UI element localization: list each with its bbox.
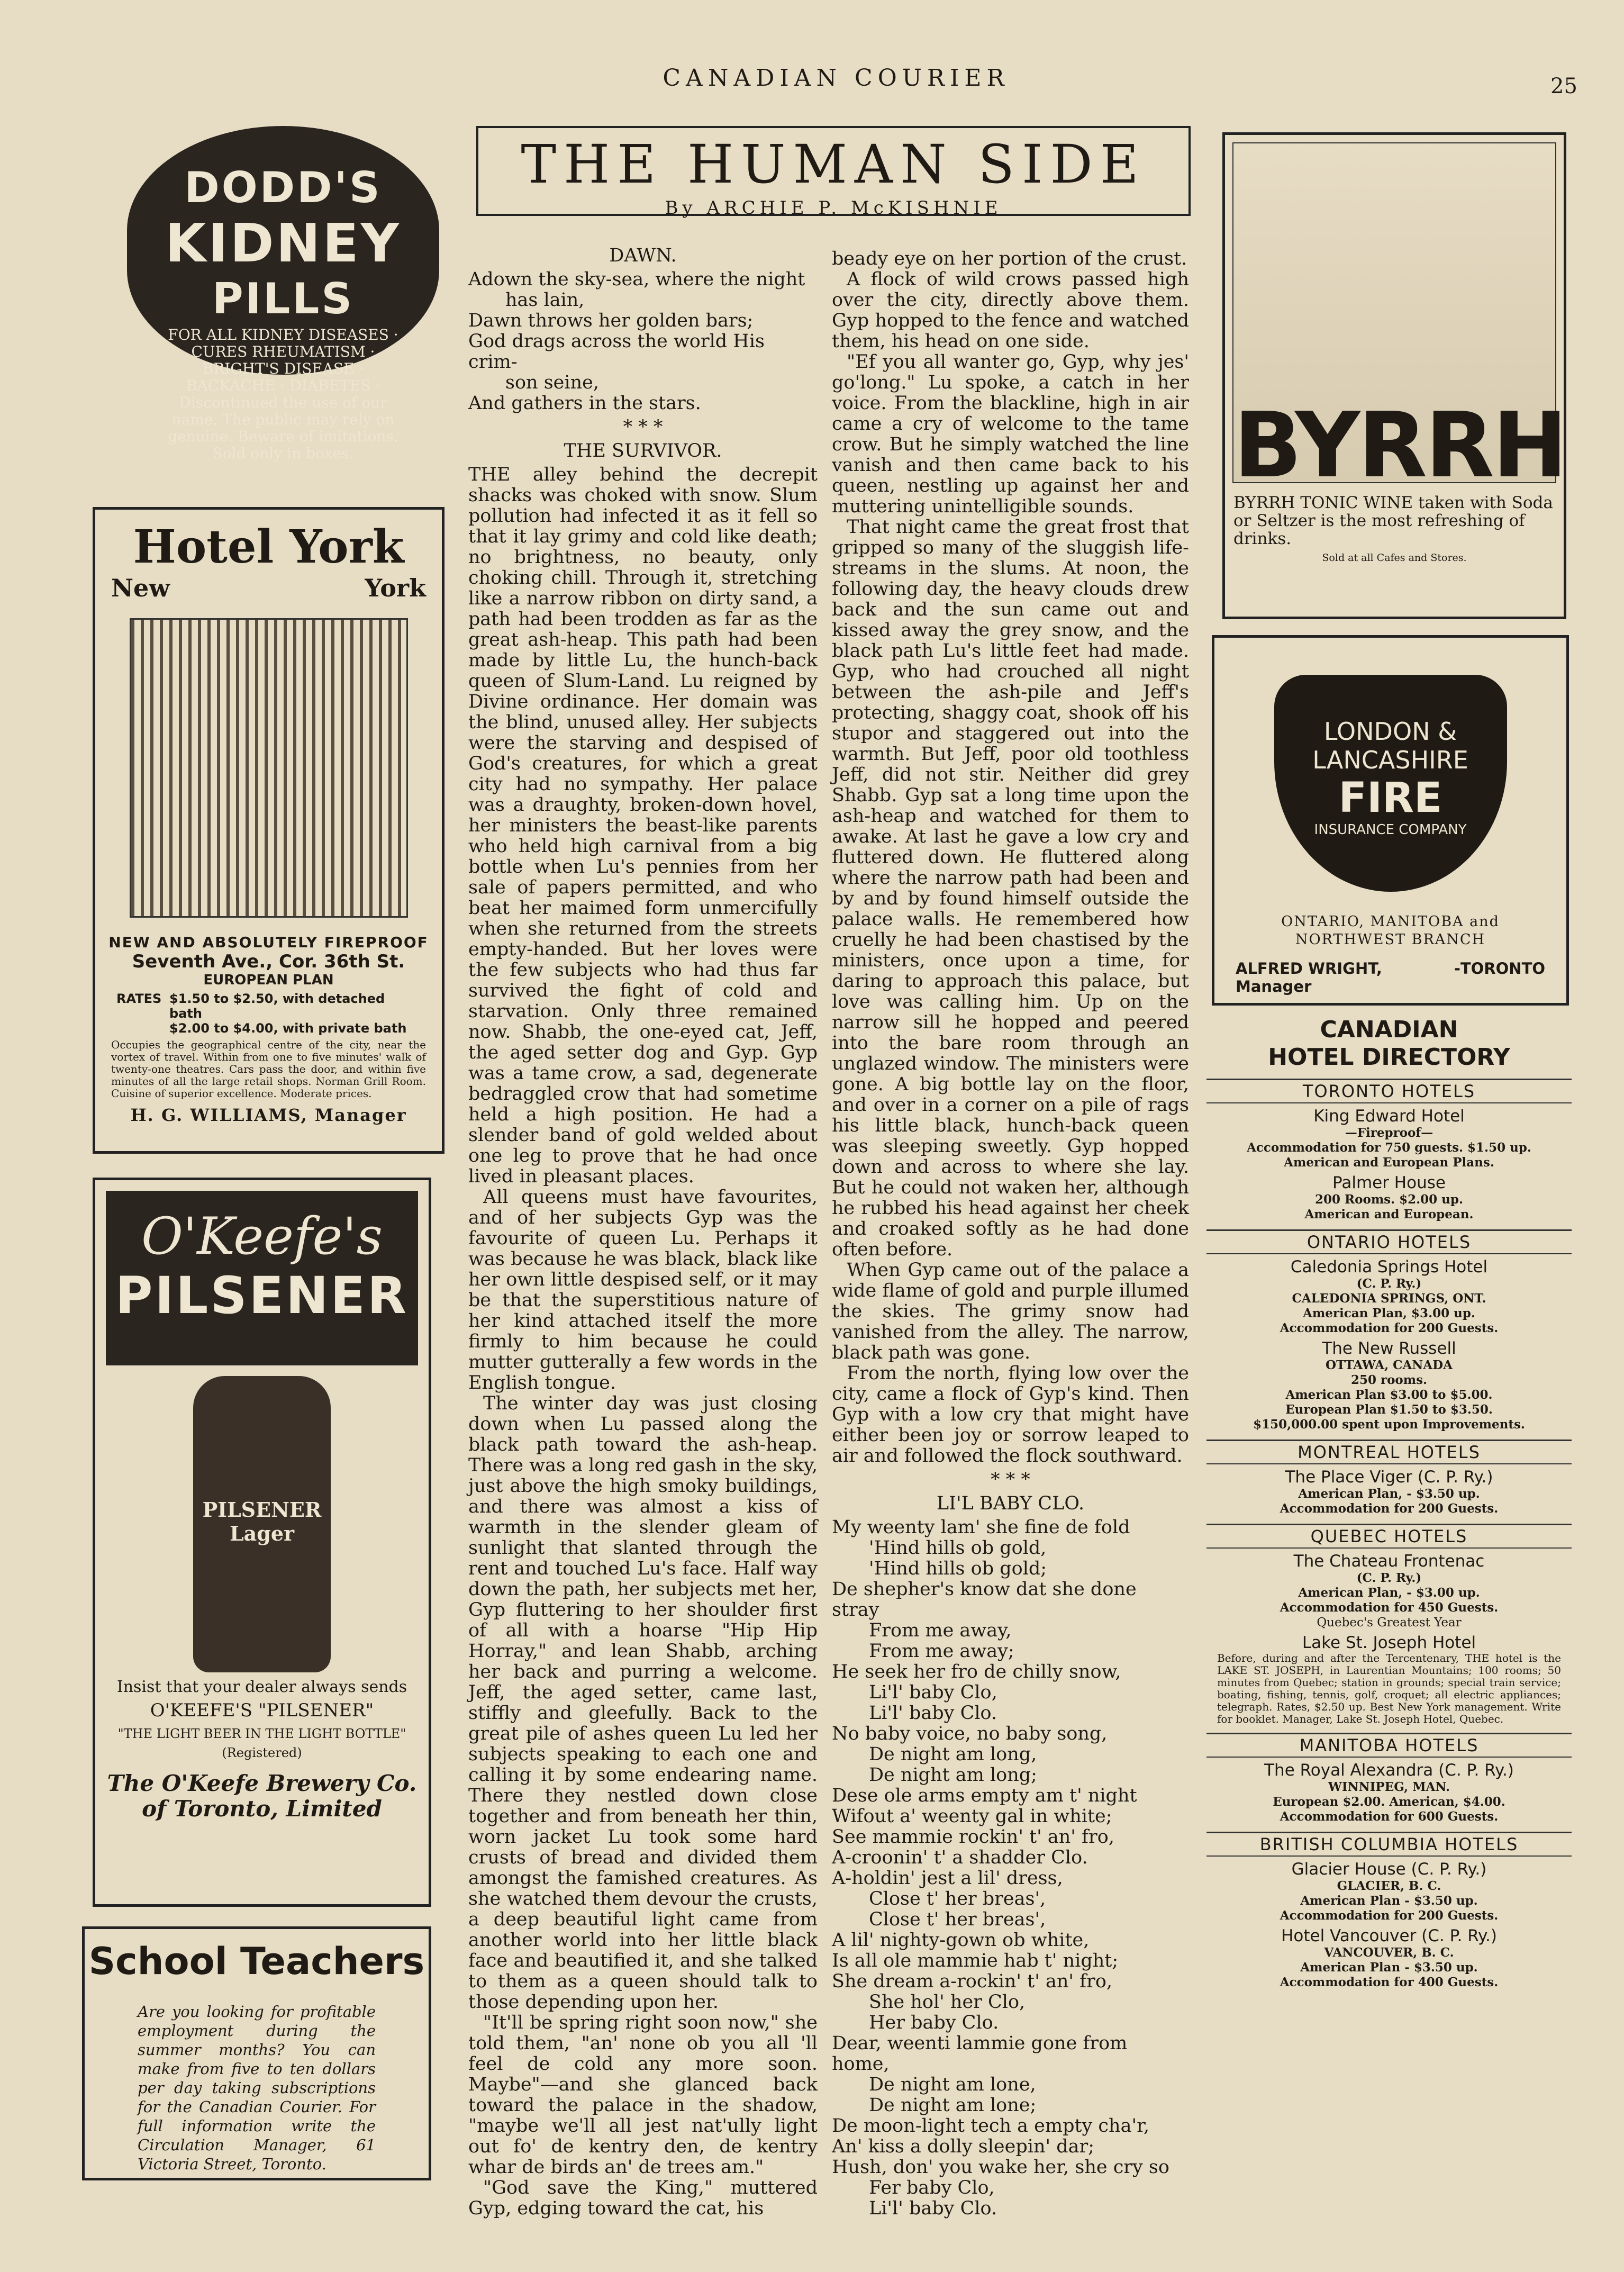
shield-fire: FIRE xyxy=(1338,774,1442,822)
article-byline: By ARCHIE P. McKISHNIE xyxy=(665,197,1002,219)
paragraph: "God save the King," muttered Gyp, edging toward the cat, his xyxy=(468,2177,818,2219)
okeefe-company-l1: The O'Keefe Brewery Co. xyxy=(107,1770,417,1796)
hotel-york-manager: H. G. WILLIAMS, Manager xyxy=(130,1105,407,1125)
dawn-poem xyxy=(468,269,818,414)
poem-line: She dream a-rockin' t' an' fro, xyxy=(832,1971,1113,1992)
school-teachers-ad xyxy=(82,1926,431,2180)
masthead: CANADIAN COURIER xyxy=(663,65,1010,92)
paragraph: All queens must have favourites, and of her subjects Gyp was the favourite of queen Lu. Perhaps it was because he was black, black like her own little despised self, or it may be that the superstitious nature of her kind attached itself the more firmly to him because he could mutter gutterally a few words in the English tongue. xyxy=(468,1187,818,1393)
poem-line: Wifout a' weenty gal in white; xyxy=(832,1806,1112,1827)
hotel-york-name: Hotel York xyxy=(133,520,404,574)
shield-emblem xyxy=(1274,675,1507,892)
hotel-york-york: York xyxy=(365,574,426,602)
okeefe-l3: "THE LIGHT BEER IN THE LIGHT BOTTLE" xyxy=(117,1726,406,1741)
teachers-body: Are you looking for profitable employment during the summer months? You can make from five to ten dollars per day taking subscriptions for the Canadian Courier. For full information write the Circulation Manager, 61 Victoria Street, Toronto. xyxy=(138,2003,376,2173)
hotel-york-description: Occupies the geographical centre of the city, near the vortex of travel. Within from one to five minutes' walk of twenty-one theatres. Cars pass the door, and within five minutes of all the large retail shops. Norman Grill Room. Cuisine of superior excellence. Moderate prices. xyxy=(111,1038,426,1100)
byrrh-small: Sold at all Cafes and Stores. xyxy=(1322,552,1467,564)
okeefe-l1: Insist that your dealer always sends xyxy=(116,1678,407,1696)
poem-line: See mammie rockin' t' an' fro, xyxy=(832,1826,1114,1848)
paragraph: "Ef you all wanter go, Gyp, why jes' go'long." Lu spoke, a catch in her voice. From the blackline, high in air came a cry of welcome to the tame crow. But he simply watched the line vanish and then came back to his queen, nestling up against her and muttering unintelligible sounds. xyxy=(832,351,1189,517)
poem-line: Fer baby Clo, xyxy=(869,2177,995,2198)
london-lancashire-ad xyxy=(1212,635,1569,1006)
hotel-york-new: New xyxy=(111,574,170,602)
hotel-detail: 250 rooms. xyxy=(1350,1373,1428,1387)
poem-line: Li'l' baby Clo. xyxy=(869,1703,997,1724)
hotel-detail: American Plan, - $3.50 up. xyxy=(1298,1487,1480,1501)
poem-line: From me away, xyxy=(869,1620,1012,1641)
hotel-name: Hotel Vancouver (C. P. Ry.) xyxy=(1281,1926,1497,1945)
directory-section-header: ONTARIO HOTELS xyxy=(1206,1229,1572,1254)
dodds-line: PILLS xyxy=(212,274,354,323)
poem-line: Close t' her breas', xyxy=(869,1888,1046,1909)
building-illustration xyxy=(130,618,408,918)
poem-line: He seek her fro de chilly snow, xyxy=(832,1661,1121,1682)
hotel-detail: American Plan, $3.00 up. xyxy=(1303,1306,1475,1320)
hotel-detail: American Plan - $3.50 up. xyxy=(1300,1894,1478,1908)
hotel-detail: Accommodation for 200 Guests. xyxy=(1280,1501,1499,1516)
rate-line: $2.00 to $4.00, with private bath xyxy=(169,1021,407,1036)
dawn-line: has lain, xyxy=(505,289,585,311)
teachers-title: School Teachers xyxy=(88,1940,425,1983)
hotel-detail: American Plan $3.00 to $5.00. xyxy=(1285,1388,1493,1402)
manager-city: TORONTO xyxy=(1460,960,1545,977)
hotel-york-t3: EUROPEAN PLAN xyxy=(203,972,334,988)
article-column-2 xyxy=(832,249,1189,2219)
hotel-detail: American and European. xyxy=(1304,1207,1474,1221)
okeefe-company xyxy=(95,1771,429,1822)
okeefe-banner xyxy=(106,1191,418,1365)
dawn-line: God drags across the world His crim- xyxy=(468,331,765,373)
shield-l1: LONDON & xyxy=(1323,717,1457,746)
dodds-line: DODD'S xyxy=(184,163,382,212)
hotel-name: King Edward Hotel xyxy=(1313,1107,1465,1126)
directory-section-header: BRITISH COLUMBIA HOTELS xyxy=(1206,1832,1572,1857)
directory-sections xyxy=(1206,1079,1572,1990)
poem-line: De shepher's know dat she done stray xyxy=(832,1579,1137,1621)
dodds-kidney-pills-ad xyxy=(127,126,439,462)
separator: * * * xyxy=(991,1469,1030,1490)
article-title-box xyxy=(476,126,1191,219)
poem-line: Dear, weenti lammie gone from home, xyxy=(832,2033,1128,2075)
hotel-detail: European Plan $1.50 to $3.50. xyxy=(1285,1402,1493,1417)
lil-title: LI'L BABY CLO. xyxy=(936,1493,1085,1514)
poem-line: A-holdin' jest a lil' dress, xyxy=(832,1868,1063,1889)
okeefe-company-l2: of Toronto, Limited xyxy=(142,1796,382,1822)
shield-l2: LANCASHIRE xyxy=(1312,746,1468,774)
hotel-york-t2: Seventh Ave., Cor. 36th St. xyxy=(132,951,405,972)
hotel-detail: 200 Rooms. $2.00 up. xyxy=(1315,1192,1463,1207)
article-title: THE HUMAN SIDE xyxy=(521,133,1146,195)
article-column-1 xyxy=(468,242,818,2219)
hotel-york-city xyxy=(95,574,442,602)
poem-line: De night am long; xyxy=(869,1764,1037,1786)
hotel-detail: Accommodation for 600 Guests. xyxy=(1280,1809,1499,1824)
okeefe-script: O'Keefe's xyxy=(141,1207,383,1266)
dodds-line: KIDNEY xyxy=(165,212,402,274)
paragraph: From the north, flying low over the city, came a flock of Gyp's kind. Then Gyp with a low cry that might have either been joy or sorrow leaped to air and followed the flock southward. xyxy=(832,1363,1189,1467)
dodds-small: FOR ALL KIDNEY DISEASES · CURES RHEUMATISM · BRIGHT'S DISEASE · BACKACHE · DIABETES · Discontinued the use of our name. The public may rely on genuine. Beware of imitations. Sold only in boxes. xyxy=(168,326,398,462)
hotel-detail: CALEDONIA SPRINGS, ONT. xyxy=(1292,1291,1486,1306)
hotel-detail: European $2.00. American, $4.00. xyxy=(1273,1795,1505,1809)
paragraph: "It'll be spring right soon now," she told them, "an' none ob you all 'll feel de cold any more soon. Maybe"—and she glanced back toward the palace in the shadow, "maybe we'll all jest nat'ully light out fo' de kentry den, de kentry whar de birds an' de trees am." xyxy=(468,2012,818,2178)
directory-section-header: MANITOBA HOTELS xyxy=(1206,1733,1572,1758)
paragraph: When Gyp came out of the palace a wide flame of gold and purple illumed the skies. The grimy snow had vanished from the alley. The narrow, black path was gone. xyxy=(832,1260,1189,1363)
hotel-directory xyxy=(1206,1016,1572,1990)
paragraph: That night came the great frost that gripped so many of the sluggish life-streams in the slums. At noon, the following day, the heavy clouds drew back and the sun came out and kissed away the grey snow, and the black path Lu's little feet had made. Gyp, who had crouched all night between the ash-pile and Jeff's protecting, shaggy coat, shook off his stupor and staggered out into the warmth. But Jeff, poor old toothless Jeff, did not stir. Neither did grey Shabb. Gyp sat a long time upon the ash-heap and watched for them to awake. At last he gave a low cry and fluttered down. He fluttered along where the narrow path had been and by and by found himself outside the palace walls. He remembered how cruelly he had been chastised by the ministers, once upon a time, for daring to approach this palace, but love was calling him. Up on the narrow sill he hopped and peered into the bare room through an unglazed window. The ministers were gone. A big bottle lay on the floor, and over in a corner on a pile of rags his little black, hunch-back queen was sleeping sweetly. Gyp hopped down and across to where she lay. But he could not waken her, although he rubbed his head against her cheek and croaked softly as he had done often before. xyxy=(832,517,1189,1260)
poem-line: A-croonin' t' a shadder Clo. xyxy=(832,1847,1088,1868)
dawn-line: Dawn throws her golden bars; xyxy=(468,310,754,331)
hotel-detail: Accommodation for 200 Guests. xyxy=(1280,1908,1499,1923)
paragraph: beady eye on her portion of the crust. xyxy=(832,248,1187,269)
hotel-detail: Accommodation for 450 Guests. xyxy=(1280,1600,1499,1615)
poem-line: Dese ole arms empty am t' night xyxy=(832,1785,1137,1806)
poem-line: An' kiss a dolly sleepin' dar; xyxy=(832,2136,1095,2157)
poem-line: She hol' her Clo, xyxy=(869,1992,1026,2013)
hotel-detail: American and European Plans. xyxy=(1284,1155,1494,1170)
okeefe-l4: (Registered) xyxy=(222,1745,302,1760)
directory-section-header: QUEBEC HOTELS xyxy=(1206,1524,1572,1549)
hotel-detail: VANCOUVER, B. C. xyxy=(1324,1945,1454,1960)
directory-title-2: HOTEL DIRECTORY xyxy=(1268,1044,1510,1071)
dawn-line: Adown the sky-sea, where the night xyxy=(468,269,805,290)
hotel-description: Before, during and after the Tercentenary, THE hotel is the LAKE ST. JOSEPH, in Laurentian Mountains; 100 rooms; 50 minutes from Quebec; station in grounds; special train service; boating, fishing, tennis, golf, croquet; all electric appliances; telegraph. Rates, $2.50 up. Best New York management. Write for booklet. Manager, Lake St. Joseph Hotel, Quebec. xyxy=(1217,1652,1561,1725)
paragraph: THE alley behind the decrepit shacks was choked with snow. Slum pollution had infected it as it fell so that it lay grimy and cold like death; no brightness, no beauty, only choking chill. Through it, stretching like a narrow ribbon on dirty sand, a path had been trodden as far as the great ash-heap. This path had been made by little Lu, the hunch-back queen of Slum-Land. Lu reigned by Divine ordinance. Her domain was the blind, unused alley. Her subjects were the starving and despised of God's creatures, for which a great city had no sympathy. Her palace was a draughty, broken-down hovel, her ministers the beast-like parents who held high carnival from a big bottle when Lu's pennies from her sale of papers permitted, and who beat her maimed form unmercifully when she returned from the streets empty-handed. But her loves were the few subjects who had thus far survived the fight of cold and starvation. Only three remained now. Shabb, the one-eyed cat, Jeff, the aged setter dog and Gyp. Gyp was a tame crow, a sad, degenerate bedraggled crow that had sometime held a high position. He had a slender band of gold welded about one leg to prove that he had once lived in pleasant places. xyxy=(468,464,818,1187)
poem-line: Close t' her breas', xyxy=(869,1909,1046,1930)
hotel-pre: Quebec's Greatest Year xyxy=(1317,1616,1462,1630)
hotel-detail: Accommodation for 400 Guests. xyxy=(1280,1975,1499,1989)
hotel-name: Glacier House (C. P. Ry.) xyxy=(1291,1860,1487,1879)
manager-dash: - xyxy=(1454,960,1460,977)
poem-line: De night am long, xyxy=(869,1744,1037,1765)
poem-line: Her baby Clo. xyxy=(869,2012,999,2033)
okeefe-l2: O'KEEFE'S "PILSENER" xyxy=(150,1700,374,1721)
paragraph: The winter day was just closing down when Lu passed along the black path toward the ash-heap. There was a long red gash in the sky, just above the high smoky buildings, and there was almost a kiss of warmth in the slender gleam of sunlight that slanted through the rent and touched Lu's face. Half way down the path, her subjects met her, Gyp fluttering to her shoulder first of all with a hoarse "Hip Hip Horray," and lean Shabb, arching her back and purring a welcome. Jeff, the aged setter, came last, stiffly and gleefully. Back to the great pile of ashes queen Lu led her subjects speaking to each one and calling it by some endearing name. There they nestled down close together and from beneath her thin, worn jacket Lu took some hard crusts of bread and divided them amongst the famished creatures. As she watched them devour the crusts, a deep beautiful light came from another world into her little black face and beautified it, and she talked to them as a queen should talk to those depending upon her. xyxy=(468,1393,818,2013)
directory-section-header: TORONTO HOTELS xyxy=(1206,1079,1572,1103)
hotel-detail: $150,000.00 spent upon Improvements. xyxy=(1253,1417,1525,1432)
hotel-york-t1: NEW AND ABSOLUTELY FIREPROOF xyxy=(108,934,429,951)
byrrh-illustration xyxy=(1232,142,1566,498)
lil-poem xyxy=(832,1517,1189,2219)
directory-section-header: MONTREAL HOTELS xyxy=(1206,1440,1572,1464)
hotel-detail: WINNIPEG, MAN. xyxy=(1328,1780,1450,1794)
poem-line: 'Hind hills ob gold; xyxy=(869,1558,1047,1579)
shield-l4: INSURANCE COMPANY xyxy=(1314,822,1467,838)
hotel-detail: (C. P. Ry.) xyxy=(1356,1571,1422,1585)
byrrh-text: BYRRH TONIC WINE taken with Soda or Seltzer is the most refreshing of drinks. xyxy=(1233,493,1553,548)
hotel-detail: GLACIER, B. C. xyxy=(1337,1879,1441,1893)
survivor-title: THE SURVIVOR. xyxy=(564,440,722,461)
poem-line: Li'l' baby Clo, xyxy=(869,1682,997,1703)
hotel-name: The Chateau Frontenac xyxy=(1293,1552,1485,1571)
hotel-york-ad xyxy=(93,507,444,1154)
hotel-detail: Accommodation for 750 guests. $1.50 up. xyxy=(1247,1140,1531,1155)
hotel-name: Palmer House xyxy=(1332,1173,1446,1192)
branch-text xyxy=(1214,913,1566,949)
poem-line: Li'l' baby Clo. xyxy=(869,2198,997,2219)
dawn-line: And gathers in the stars. xyxy=(468,393,701,414)
london-manager xyxy=(1214,949,1566,995)
hotel-york-rates xyxy=(95,988,442,1039)
hotel-name: Caledonia Springs Hotel xyxy=(1290,1257,1488,1277)
hotel-detail: OTTAWA, CANADA xyxy=(1326,1358,1453,1372)
poem-line: My weenty lam' she fine de fold xyxy=(832,1517,1130,1538)
dawn-title: DAWN. xyxy=(609,245,677,266)
poem-line: Hush, don' you wake her, she cry so xyxy=(832,2157,1169,2178)
hotel-detail: —Fireproof— xyxy=(1345,1126,1434,1140)
poem-line: De night am lone; xyxy=(869,2095,1037,2116)
bottle-illustration: PILSENER Lager xyxy=(193,1376,331,1672)
okeefe-pilsener-ad xyxy=(93,1178,431,1907)
poem-line: De night am lone, xyxy=(869,2074,1036,2095)
directory-title-1: CANADIAN xyxy=(1320,1016,1458,1043)
rate-line: $1.50 to $2.50, with detached bath xyxy=(169,991,385,1021)
hotel-name: The New Russell xyxy=(1322,1339,1456,1358)
okeefe-pilsener: PILSENER xyxy=(115,1266,409,1325)
byrrh-logo: BYRRH xyxy=(1233,393,1566,498)
paragraph: A flock of wild crows passed high over the city, directly above them. Gyp hopped to the fence and watched them, his head on one side. xyxy=(832,269,1189,352)
poem-line: A lil' nighty-gown ob white, xyxy=(832,1930,1090,1951)
rates-label: RATES xyxy=(116,991,162,1006)
poem-line: From me away; xyxy=(869,1641,1014,1662)
manager-name: ALFRED WRIGHT, Manager xyxy=(1236,960,1382,995)
hotel-detail: (C. P. Ry.) xyxy=(1356,1277,1422,1291)
separator: * * * xyxy=(623,417,663,438)
poem-line: No baby voice, no baby song, xyxy=(832,1723,1108,1744)
hotel-detail: American Plan - $3.50 up. xyxy=(1300,1960,1478,1975)
page-number: 25 xyxy=(1550,74,1577,98)
hotel-detail: Accommodation for 200 Guests. xyxy=(1280,1321,1499,1335)
dawn-line: son seine, xyxy=(505,372,599,393)
hotel-detail: American Plan, - $3.00 up. xyxy=(1298,1586,1480,1600)
hotel-name: The Place Viger (C. P. Ry.) xyxy=(1285,1468,1493,1487)
byrrh-ad xyxy=(1222,132,1566,619)
branch-l1: ONTARIO, MANITOBA and xyxy=(1281,913,1500,930)
poem-line: Is all ole mammie hab t' night; xyxy=(832,1950,1119,1971)
poem-line: 'Hind hills ob gold, xyxy=(869,1537,1047,1559)
hotel-name: Lake St. Joseph Hotel xyxy=(1302,1633,1476,1652)
branch-l2: NORTHWEST BRANCH xyxy=(1295,931,1486,948)
poem-line: De moon-light tech a empty cha'r, xyxy=(832,2115,1150,2137)
hotel-name: The Royal Alexandra (C. P. Ry.) xyxy=(1264,1761,1514,1780)
